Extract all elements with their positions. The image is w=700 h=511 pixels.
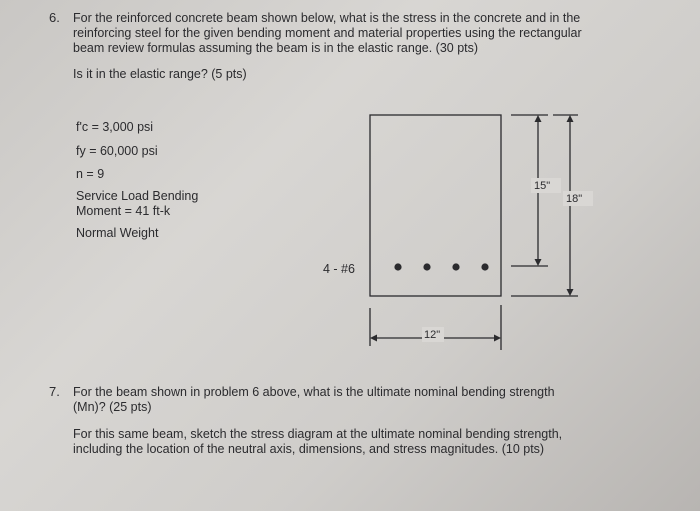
problem-7-line-1: For the beam shown in problem 6 above, what is the ultimate nominal bending strength <box>73 385 555 399</box>
problem-6-subquestion: Is it in the elastic range? (5 pts) <box>73 67 247 81</box>
problem-6-line-1: For the reinforced concrete beam shown below, what is the stress in the concrete and in the <box>73 11 581 25</box>
n-property: n = 9 <box>76 167 105 181</box>
dim-18-label: 18" <box>566 193 583 205</box>
problem-7-line-2: (Mn)? (25 pts) <box>73 400 152 414</box>
rebar <box>481 263 488 270</box>
fy-property: fy = 60,000 psi <box>76 144 158 158</box>
problem-6-number: 6. <box>49 10 60 25</box>
dim-15-arrow-down <box>535 259 542 266</box>
dim-12-label: 12" <box>424 329 441 341</box>
rebar-label: 4 - #6 <box>323 262 355 276</box>
beam-outline <box>370 115 501 296</box>
fc-property: f'c = 3,000 psi <box>76 120 154 134</box>
dim-12-arrow-right <box>494 335 501 342</box>
dim-18-arrow-down <box>567 289 574 296</box>
dim-12-arrow-left <box>370 335 377 342</box>
problem-7-para2-line-2: including the location of the neutral axis, dimensions, and stress magnitudes. (10 pts) <box>73 442 545 456</box>
rebar <box>423 263 430 270</box>
problem-6-line-2: reinforcing steel for the given bending moment and material properties using the rectangular <box>73 26 582 40</box>
service-load-line-1: Service Load Bending <box>76 189 199 203</box>
problem-6-line-3: beam review formulas assuming the beam is in the elastic range. (30 pts) <box>73 41 479 55</box>
dim-15-label: 15" <box>534 180 551 192</box>
service-load-line-2: Moment = 41 ft-k <box>76 204 171 218</box>
problem-7-para2-line-1: For this same beam, sketch the stress diagram at the ultimate nominal bending strength, <box>73 427 563 441</box>
problem-7-number: 7. <box>49 384 60 399</box>
rebar <box>394 263 401 270</box>
rebar <box>452 263 459 270</box>
normal-weight-label: Normal Weight <box>76 226 159 240</box>
dim-18-arrow-up <box>567 115 574 122</box>
dim-15-arrow-up <box>535 115 542 122</box>
